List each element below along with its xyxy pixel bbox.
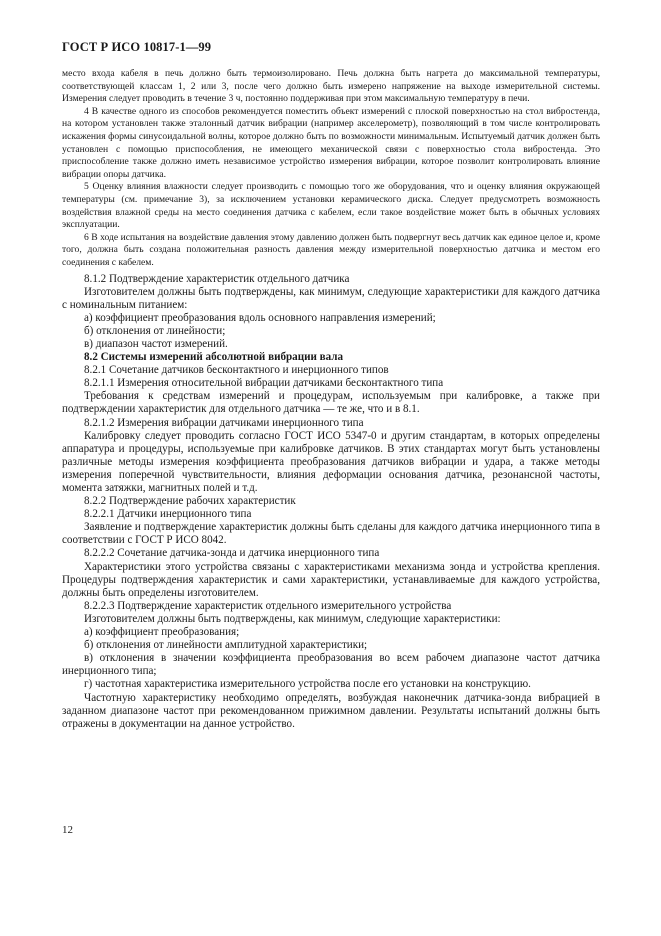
paragraph: Калибровку следует проводить согласно ГОСТ ИСО 5347-0 и другим стандартам, в которых определены аппаратура и процедуры, используемые при калибровке датчиков. В этих стандартах могут быть установлены различные методы измерения коэффициента преобразования датчиков вибрации и удара, а также методы измерения поперечной чувствительности, влияния деформации основания датчика, резонансной частоты, момента затяжки, магнитных полей и т.д. — [62, 429, 600, 494]
note-6: 6 В ходе испытания на воздействие давления этому давлению должен быть подвергнут весь датчик как единое целое и, кроме того, должна быть создана положительная разность давления между измерительной поверхностью датчика и местом его соединения с кабелем. — [62, 231, 600, 268]
list-item-a: а) коэффициент преобразования; — [84, 626, 240, 639]
section-heading-8-2-1-1: 8.2.1.1 Измерения относительной вибрации датчиками бесконтактного типа — [84, 377, 444, 390]
paragraph: Характеристики этого устройства связаны с характеристиками механизма зонда и устройства крепления. Процедуры подтверждения характеристик и сами характеристики, устанавливаемые для каждого устройства, должны быть определены изготовителем. — [62, 560, 600, 599]
page-number: 12 — [62, 824, 73, 836]
paragraph: Частотную характеристику необходимо определять, возбуждая наконечник датчика-зонда вибрацией в заданном диапазоне частот при рекомендованном прижимном давлении. Результаты испытаний должны быть отражены в документации на данное устройство. — [62, 691, 600, 730]
section-heading-8-2-2: 8.2.2 Подтверждение рабочих характеристик — [84, 495, 296, 508]
document-header: ГОСТ Р ИСО 10817-1—99 — [62, 40, 212, 54]
note-5: 5 Оценку влияния влажности следует производить с помощью того же оборудования, что и оценку влияния окружающей температуры (см. примечание 3), за исключением установки керамического диска. Следует предусмотреть возможность воздействия влажной среды на место соединения датчика с кабелем, если такое воздействие может быть в обычных условиях эксплуатации. — [62, 181, 600, 231]
paragraph: Требования к средствам измерений и процедурам, используемым при калибровке, а также при подтверждении характеристик для отдельного датчика — те же, что и в 8.1. — [62, 390, 600, 416]
section-heading-8-1-2: 8.1.2 Подтверждение характеристик отдельного датчика — [84, 272, 350, 285]
section-heading-8-2-2-1: 8.2.2.1 Датчики инерционного типа — [84, 508, 252, 521]
page-content — [62, 68, 600, 731]
note-continuation: место входа кабеля в печь должно быть термоизолировано. Печь должна быть нагрета до максимальной температуры, соответствующей классам 1, 2 или 3, после чего должно быть измерено напряжение на выходе измерительной системы. Измерения следует проводить в течение 3 ч, постоянно поддерживая при этом максимальную температуру в печи. — [62, 68, 600, 105]
notes-block — [62, 68, 600, 270]
section-heading-8-2-1: 8.2.1 Сочетание датчиков бесконтактного и инерционного типов — [84, 364, 389, 377]
list-item-v: в) диапазон частот измерений. — [84, 337, 228, 350]
list-item-v: в) отклонения в значении коэффициента преобразования во всем рабочем диапазоне частот датчика инерционного типа; — [62, 652, 600, 678]
section-heading-8-2-2-2: 8.2.2.2 Сочетание датчика-зонда и датчика инерционного типа — [84, 547, 380, 560]
section-heading-8-2: 8.2 Системы измерений абсолютной вибрации вала — [84, 351, 344, 364]
body-text — [62, 273, 600, 731]
list-item-a: а) коэффициент преобразования вдоль основного направления измерений; — [84, 311, 436, 324]
section-heading-8-2-2-3: 8.2.2.3 Подтверждение характеристик отдельного измерительного устройства — [84, 599, 452, 612]
paragraph: Изготовителем должны быть подтверждены, как минимум, следующие характеристики: — [84, 612, 501, 625]
paragraph: Изготовителем должны быть подтверждены, как минимум, следующие характеристики для каждого датчика с номинальным питанием: — [62, 285, 600, 311]
list-item-b: б) отклонения от линейности; — [84, 324, 226, 337]
list-item-g: г) частотная характеристика измерительного устройства после его установки на конструкцию. — [84, 678, 531, 691]
list-item-b: б) отклонения от линейности амплитудной характеристики; — [84, 639, 368, 652]
paragraph: Заявление и подтверждение характеристик должны быть сделаны для каждого датчика инерционного типа в соответствии с ГОСТ Р ИСО 8042. — [62, 521, 600, 547]
note-4: 4 В качестве одного из способов рекомендуется поместить объект измерений с плоской поверхностью на стол вибростенда, на котором установлен также эталонный датчик вибрации (например акселерометр), позволяющий в том числе контролировать искажения формы синусоидальной волны, которое должно быть по возможности минимальным. Испытуемый датчик должен быть установлен с помощью приспособления, не имеющего механической связи с поверхностью стола вибростенда. Это приспособление также должно иметь независимое устройство измерения вибрации, которое позволит контролировать влияние вибрации опоры датчика. — [62, 105, 600, 180]
section-heading-8-2-1-2: 8.2.1.2 Измерения вибрации датчиками инерционного типа — [84, 416, 364, 429]
